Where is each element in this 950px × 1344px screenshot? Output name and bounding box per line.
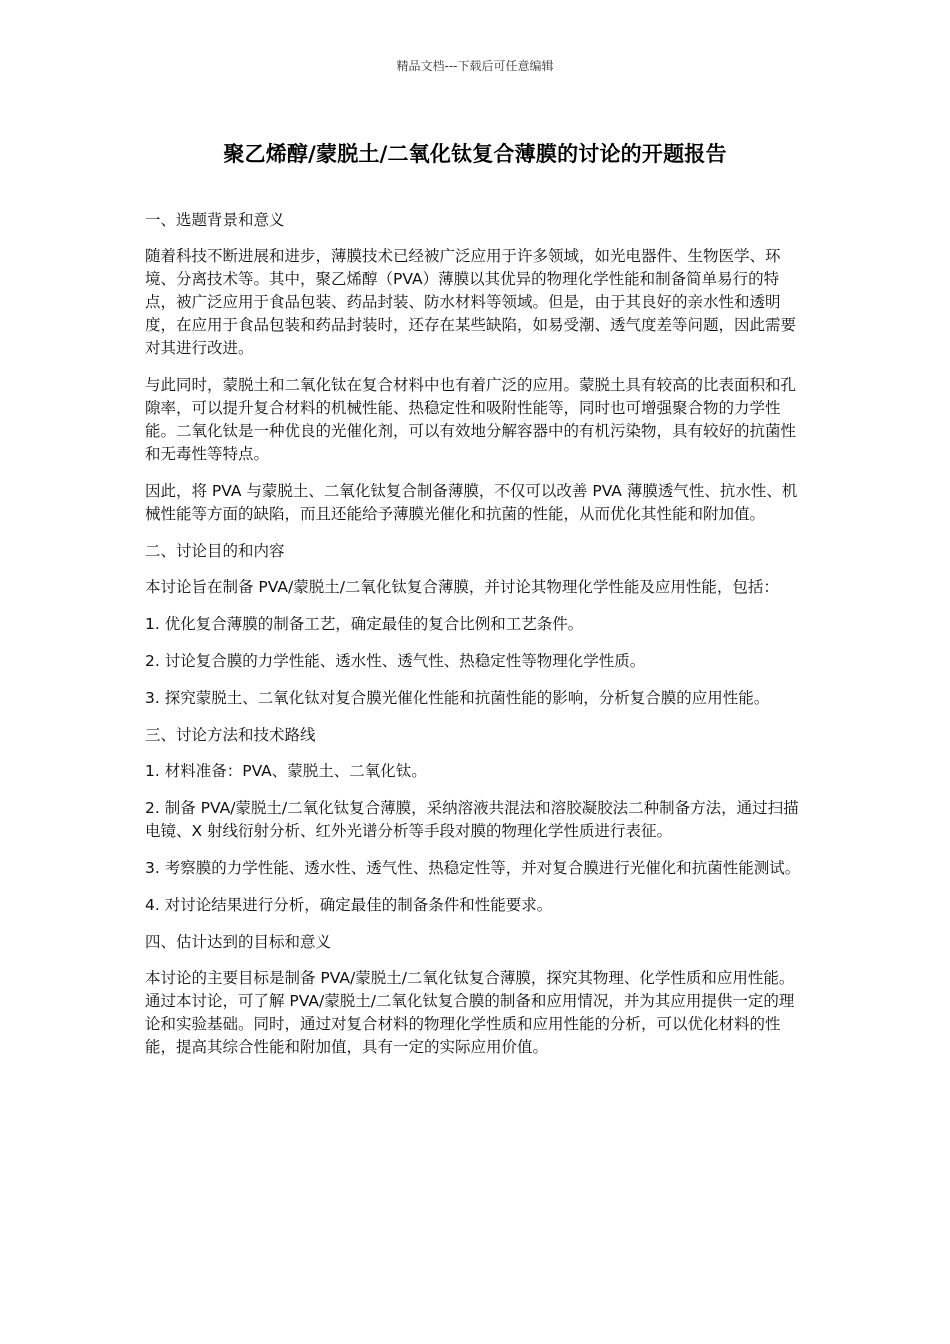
paragraph: 与此同时，蒙脱土和二氧化钛在复合材料中也有着广泛的应用。蒙脱土具有较高的比表面积和孔隙率，可以提升复合材料的机械性能、热稳定性和吸附性能等，同时也可增强聚合物的力学性能。二氧化钛是一种优良的光催化剂，可以有效地分解容器中的有机污染物，具有较好的抗菌性和无毒性等特点。 xyxy=(145,376,797,463)
document-body xyxy=(145,209,809,1073)
list-item: 2. 制备 PVA/蒙脱土/二氧化钛复合薄膜，采纳溶液共混法和溶胶凝胶法二种制备方法，通过扫描电镜、X 射线衍射分析、红外光谱分析等手段对膜的物理化学性质进行表征。 xyxy=(145,799,799,840)
list-item: 1. 材料准备：PVA、蒙脱土、二氧化钛。 xyxy=(145,762,427,780)
page-header: 精品文档---下载后可任意编辑 xyxy=(396,59,554,73)
paragraph: 本讨论旨在制备 PVA/蒙脱土/二氧化钛复合薄膜，并讨论其物理化学性能及应用性能，包括： xyxy=(145,578,779,596)
list-item: 4. 对讨论结果进行分析，确定最佳的制备条件和性能要求。 xyxy=(145,896,553,914)
section-heading-goals: 四、估计达到的目标和意义 xyxy=(145,933,332,951)
list-item: 3. 探究蒙脱土、二氧化钛对复合膜光催化性能和抗菌性能的影响，分析复合膜的应用性能。 xyxy=(145,689,770,707)
list-item: 2. 讨论复合膜的力学性能、透水性、透气性、热稳定性等物理化学性质。 xyxy=(145,652,646,670)
paragraph: 随着科技不断进展和进步，薄膜技术已经被广泛应用于许多领域，如光电器件、生物医学、环境、分离技术等。其中，聚乙烯醇（PVA）薄膜以其优异的物理化学性能和制备简单易行的特点，被广泛应用于食品包装、药品封装、防水材料等领域。但是，由于其良好的亲水性和透明度，在应用于食品包装和药品封装时，还存在某些缺陷，如易受潮、透气度差等问题，因此需要对其进行改进。 xyxy=(145,247,797,357)
paragraph: 本讨论的主要目标是制备 PVA/蒙脱土/二氧化钛复合薄膜，探究其物理、化学性质和应用性能。通过本讨论，可了解 PVA/蒙脱土/二氧化钛复合膜的制备和应用情况，并为其应用提供一定的理论和实验基础。同时，通过对复合材料的物理化学性质和应用性能的分析，可以优化材料的性能，提高其综合性能和附加值，具有一定的实际应用价值。 xyxy=(145,969,795,1056)
section-heading-objectives: 二、讨论目的和内容 xyxy=(145,542,285,560)
paragraph: 因此，将 PVA 与蒙脱土、二氧化钛复合制备薄膜，不仅可以改善 PVA 薄膜透气性、抗水性、机械性能等方面的缺陷，而且还能给予薄膜光催化和抗菌的性能，从而优化其性能和附加值。 xyxy=(145,482,798,523)
document-title: 聚乙烯醇/蒙脱土/二氧化钛复合薄膜的讨论的开题报告 xyxy=(223,142,727,166)
list-item: 1. 优化复合薄膜的制备工艺，确定最佳的复合比例和工艺条件。 xyxy=(145,615,584,633)
section-heading-background: 一、选题背景和意义 xyxy=(145,211,285,229)
section-heading-methods: 三、讨论方法和技术路线 xyxy=(145,726,316,744)
list-item: 3. 考察膜的力学性能、透水性、透气性、热稳定性等，并对复合膜进行光催化和抗菌性能测试。 xyxy=(145,859,801,877)
